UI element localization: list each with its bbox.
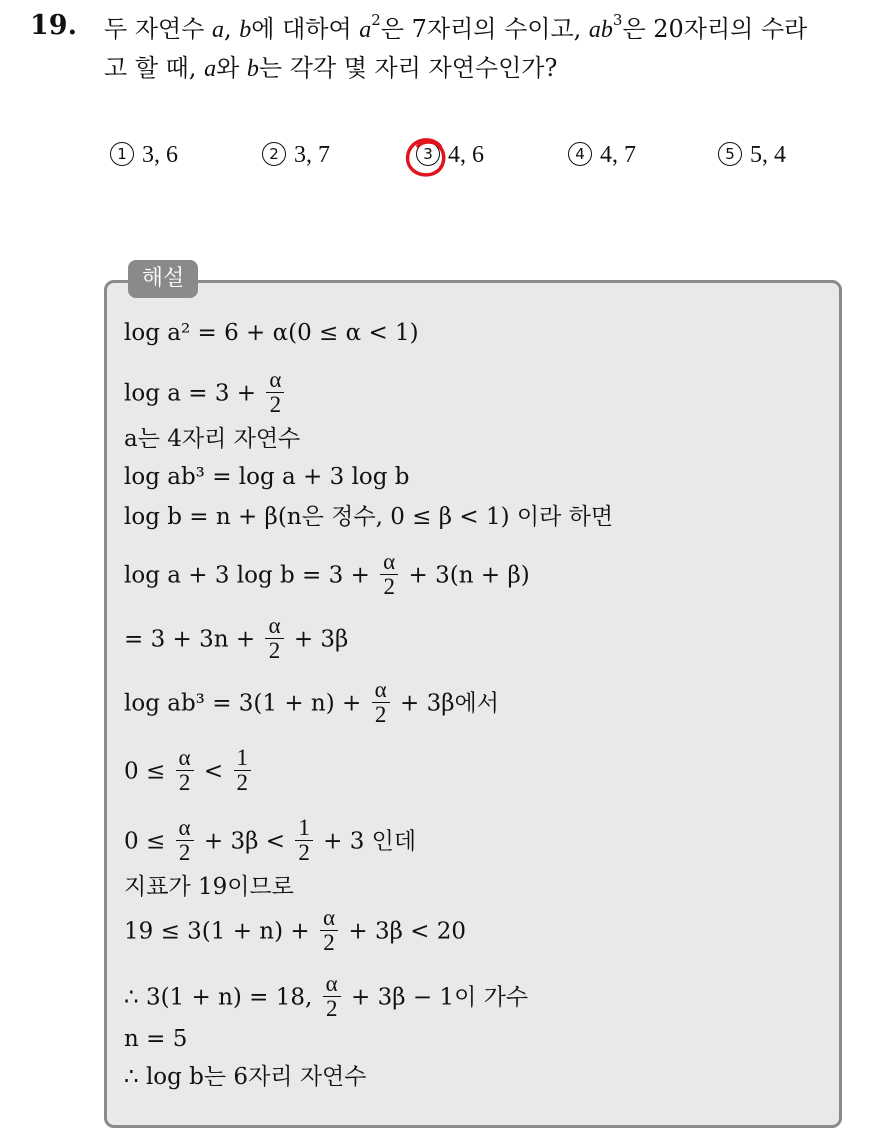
choice-1[interactable]: 1 3, 6 — [110, 140, 178, 169]
answer-mark-icon — [402, 134, 452, 184]
solution-line-10: 0 ≤ $\frac{\alpha}{2}$ + 3β < $\frac{1}{2}$ + 3 인데 — [124, 815, 417, 865]
choice-number-3: 3 — [416, 142, 440, 166]
solution-line-8: log ab³ = 3(1 + n) + $\frac{\alpha}{2}$ + 3β에서 — [124, 677, 499, 727]
solution-line-2: log a = 3 + $\frac{\alpha}{2}$ — [124, 370, 287, 400]
solution-line-4: log ab³ = log a + 3 log b — [124, 464, 410, 490]
solution-line-6: log a + 3 log b = 3 + $\frac{\alpha}{2}$ + 3(n + β) — [124, 549, 530, 599]
solution-line-15: ∴ log b는 6자리 자연수 — [124, 1064, 367, 1090]
solution-label: 해설 — [128, 260, 198, 298]
solution-line-12: 19 ≤ 3(1 + n) + $\frac{\alpha}{2}$ + 3β < 20 — [124, 905, 467, 955]
solution-line-13: ∴ 3(1 + n) = 18, $\frac{\alpha}{2}$ + 3β − 1이 가수 — [124, 971, 529, 1021]
solution-line-11: 지표가 19이므로 — [124, 874, 294, 900]
answer-choices — [110, 140, 870, 180]
solution-line-3: a는 4자리 자연수 — [124, 426, 301, 452]
solution-line-1: log a² = 6 + α(0 ≤ α < 1) — [124, 320, 419, 346]
solution-line-14: n = 5 — [124, 1026, 188, 1052]
choice-number-2: 2 — [262, 142, 286, 166]
question-text: 두 자연수 a, b에 대하여 $a^2$은 7자리의 수이고, $ab^3$은 20자리의 수라 고 할 때, a와 b는 각각 몇 자리 자연수인가? — [104, 11, 808, 82]
choice-number-1: 1 — [110, 142, 134, 166]
solution-line-9: 0 ≤ $\frac{\alpha}{2}$ < $\frac{1}{2}$ — [124, 748, 254, 778]
choice-2[interactable]: 2 3, 7 — [262, 140, 330, 169]
choice-number-5: 5 — [718, 142, 742, 166]
choice-4[interactable]: 4 4, 7 — [568, 140, 636, 169]
solution-line-7: = 3 + 3n + $\frac{\alpha}{2}$ + 3β — [124, 613, 349, 663]
choice-5[interactable]: 5 5, 4 — [718, 140, 786, 169]
choice-3[interactable]: 3 4, 6 — [416, 140, 484, 169]
question-number: 19. — [30, 10, 77, 41]
choice-number-4: 4 — [568, 142, 592, 166]
solution-line-5: log b = n + β(n은 정수, 0 ≤ β < 1) 이라 하면 — [124, 504, 614, 530]
